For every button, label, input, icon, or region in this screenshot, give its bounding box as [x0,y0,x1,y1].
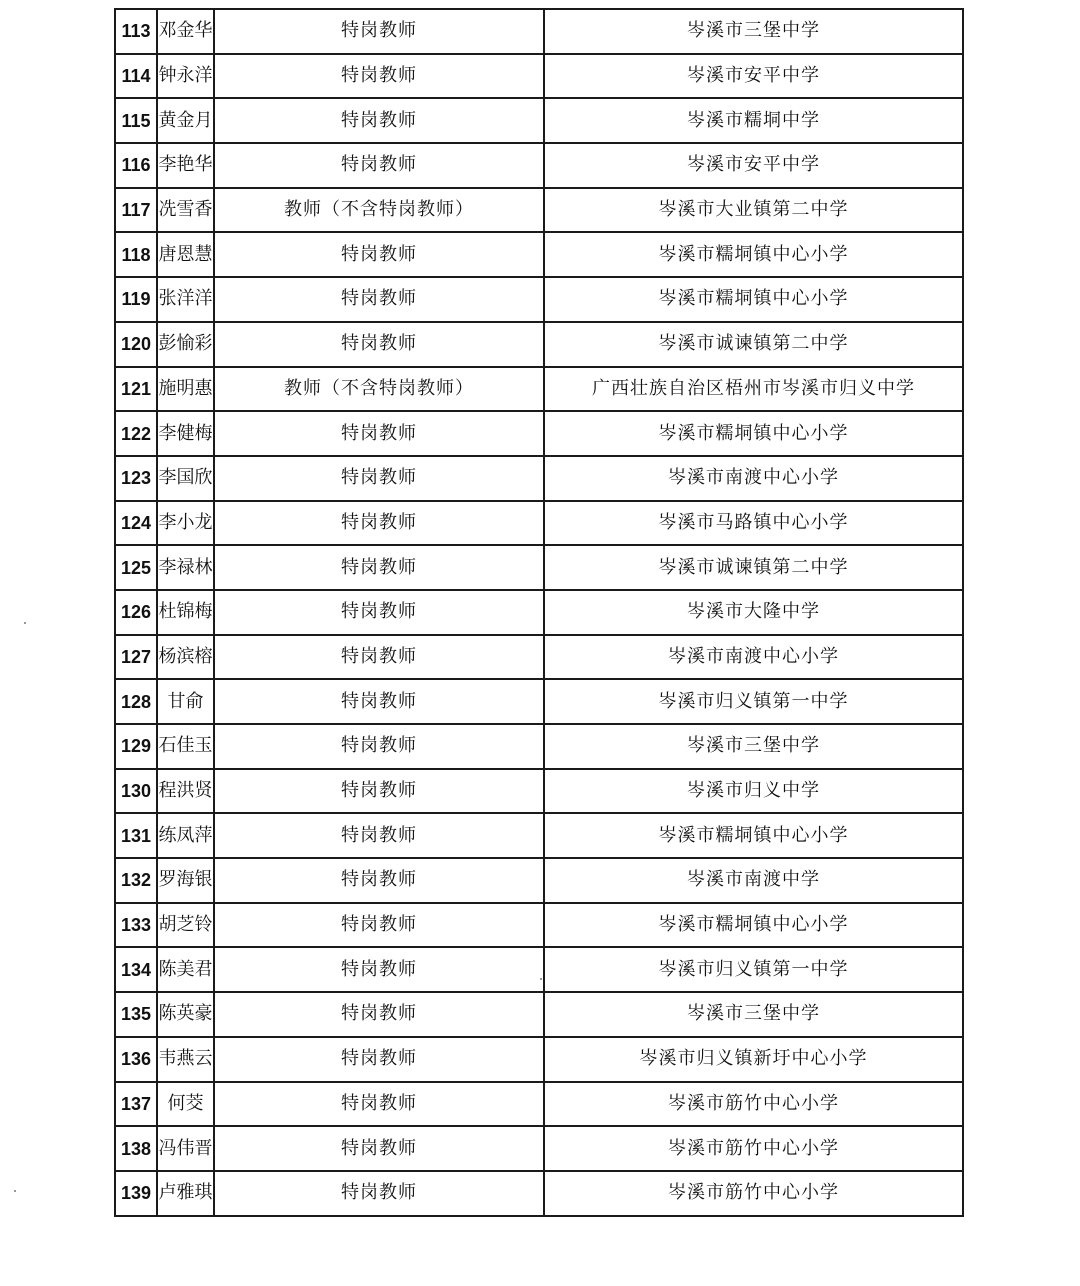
school-name: 岑溪市马路镇中心小学 [544,501,963,546]
teacher-name: 何茭 [157,1082,214,1127]
post-type: 特岗教师 [214,54,544,99]
school-name: 岑溪市筋竹中心小学 [544,1082,963,1127]
table-row [115,1171,963,1216]
row-number: 126 [115,590,157,635]
row-number: 129 [115,724,157,769]
table-row [115,456,963,501]
post-type: 特岗教师 [214,501,544,546]
school-name: 岑溪市归义镇新圩中心小学 [544,1037,963,1082]
row-number: 139 [115,1171,157,1216]
post-type: 特岗教师 [214,635,544,680]
post-type: 特岗教师 [214,456,544,501]
teacher-name: 石佳玉 [157,724,214,769]
teacher-name: 李小龙 [157,501,214,546]
row-number: 130 [115,769,157,814]
table-row [115,143,963,188]
table-row [115,992,963,1037]
row-number: 118 [115,232,157,277]
post-type: 特岗教师 [214,992,544,1037]
table-row [115,590,963,635]
row-number: 131 [115,813,157,858]
scan-speck [540,978,542,980]
teacher-name: 钟永洋 [157,54,214,99]
teacher-name: 陈英豪 [157,992,214,1037]
row-number: 113 [115,9,157,54]
row-number: 116 [115,143,157,188]
school-name: 岑溪市糯垌镇中心小学 [544,903,963,948]
table-row [115,322,963,367]
post-type: 特岗教师 [214,98,544,143]
school-name: 岑溪市大业镇第二中学 [544,188,963,233]
teacher-name: 张洋洋 [157,277,214,322]
teacher-name: 唐恩慧 [157,232,214,277]
school-name: 岑溪市糯垌镇中心小学 [544,813,963,858]
teacher-name: 程洪贤 [157,769,214,814]
post-type: 特岗教师 [214,724,544,769]
school-name: 岑溪市安平中学 [544,143,963,188]
teacher-name: 甘俞 [157,679,214,724]
roster-body [115,9,963,1216]
row-number: 133 [115,903,157,948]
table-row [115,1082,963,1127]
teacher-name: 黄金月 [157,98,214,143]
post-type: 特岗教师 [214,143,544,188]
teacher-name: 李禄林 [157,545,214,590]
post-type: 特岗教师 [214,903,544,948]
teacher-name: 卢雅琪 [157,1171,214,1216]
post-type: 教师（不含特岗教师） [214,367,544,412]
post-type: 特岗教师 [214,679,544,724]
post-type: 特岗教师 [214,1082,544,1127]
row-number: 135 [115,992,157,1037]
table-row [115,98,963,143]
row-number: 138 [115,1126,157,1171]
table-row [115,903,963,948]
teacher-roster-table [114,8,964,1217]
school-name: 岑溪市三堡中学 [544,9,963,54]
row-number: 137 [115,1082,157,1127]
row-number: 132 [115,858,157,903]
teacher-name: 练凤萍 [157,813,214,858]
teacher-name: 李艳华 [157,143,214,188]
teacher-name: 邓金华 [157,9,214,54]
scan-speck [24,622,26,624]
row-number: 115 [115,98,157,143]
post-type: 特岗教师 [214,545,544,590]
school-name: 岑溪市筋竹中心小学 [544,1171,963,1216]
school-name: 岑溪市三堡中学 [544,992,963,1037]
school-name: 岑溪市安平中学 [544,54,963,99]
scan-speck [14,1190,16,1192]
row-number: 128 [115,679,157,724]
school-name: 岑溪市归义镇第一中学 [544,947,963,992]
table-row [115,501,963,546]
table-row [115,724,963,769]
table-row [115,9,963,54]
teacher-name: 陈美君 [157,947,214,992]
school-name: 岑溪市糯垌镇中心小学 [544,411,963,456]
table-row [115,679,963,724]
teacher-name: 李国欣 [157,456,214,501]
post-type: 特岗教师 [214,858,544,903]
teacher-name: 冯伟晋 [157,1126,214,1171]
teacher-name: 胡芝铃 [157,903,214,948]
row-number: 124 [115,501,157,546]
teacher-name: 李健梅 [157,411,214,456]
row-number: 134 [115,947,157,992]
row-number: 121 [115,367,157,412]
post-type: 特岗教师 [214,1126,544,1171]
row-number: 125 [115,545,157,590]
table-row [115,1126,963,1171]
row-number: 122 [115,411,157,456]
post-type: 特岗教师 [214,277,544,322]
table-row [115,188,963,233]
school-name: 岑溪市归义中学 [544,769,963,814]
school-name: 岑溪市诚谏镇第二中学 [544,545,963,590]
school-name: 岑溪市三堡中学 [544,724,963,769]
post-type: 特岗教师 [214,411,544,456]
school-name: 岑溪市南渡中心小学 [544,635,963,680]
post-type: 特岗教师 [214,322,544,367]
table-row [115,411,963,456]
table-row [115,769,963,814]
row-number: 114 [115,54,157,99]
teacher-name: 冼雪香 [157,188,214,233]
row-number: 117 [115,188,157,233]
teacher-name: 杜锦梅 [157,590,214,635]
post-type: 特岗教师 [214,232,544,277]
school-name: 岑溪市诚谏镇第二中学 [544,322,963,367]
school-name: 岑溪市大隆中学 [544,590,963,635]
row-number: 123 [115,456,157,501]
table-row [115,232,963,277]
table-row [115,813,963,858]
table-row [115,1037,963,1082]
row-number: 120 [115,322,157,367]
table-row [115,54,963,99]
teacher-name: 彭愉彩 [157,322,214,367]
row-number: 119 [115,277,157,322]
post-type: 教师（不含特岗教师） [214,188,544,233]
teacher-name: 杨滨榕 [157,635,214,680]
school-name: 岑溪市筋竹中心小学 [544,1126,963,1171]
post-type: 特岗教师 [214,1171,544,1216]
school-name: 广西壮族自治区梧州市岑溪市归义中学 [544,367,963,412]
row-number: 136 [115,1037,157,1082]
school-name: 岑溪市南渡中心小学 [544,456,963,501]
row-number: 127 [115,635,157,680]
school-name: 岑溪市糯垌镇中心小学 [544,277,963,322]
table-row [115,545,963,590]
teacher-name: 罗海银 [157,858,214,903]
post-type: 特岗教师 [214,813,544,858]
school-name: 岑溪市糯垌中学 [544,98,963,143]
school-name: 岑溪市南渡中学 [544,858,963,903]
post-type: 特岗教师 [214,590,544,635]
post-type: 特岗教师 [214,1037,544,1082]
table-row [115,858,963,903]
table-row [115,635,963,680]
post-type: 特岗教师 [214,9,544,54]
post-type: 特岗教师 [214,769,544,814]
table-row [115,947,963,992]
table-row [115,277,963,322]
post-type: 特岗教师 [214,947,544,992]
school-name: 岑溪市归义镇第一中学 [544,679,963,724]
school-name: 岑溪市糯垌镇中心小学 [544,232,963,277]
table-row [115,367,963,412]
teacher-name: 施明惠 [157,367,214,412]
teacher-name: 韦燕云 [157,1037,214,1082]
